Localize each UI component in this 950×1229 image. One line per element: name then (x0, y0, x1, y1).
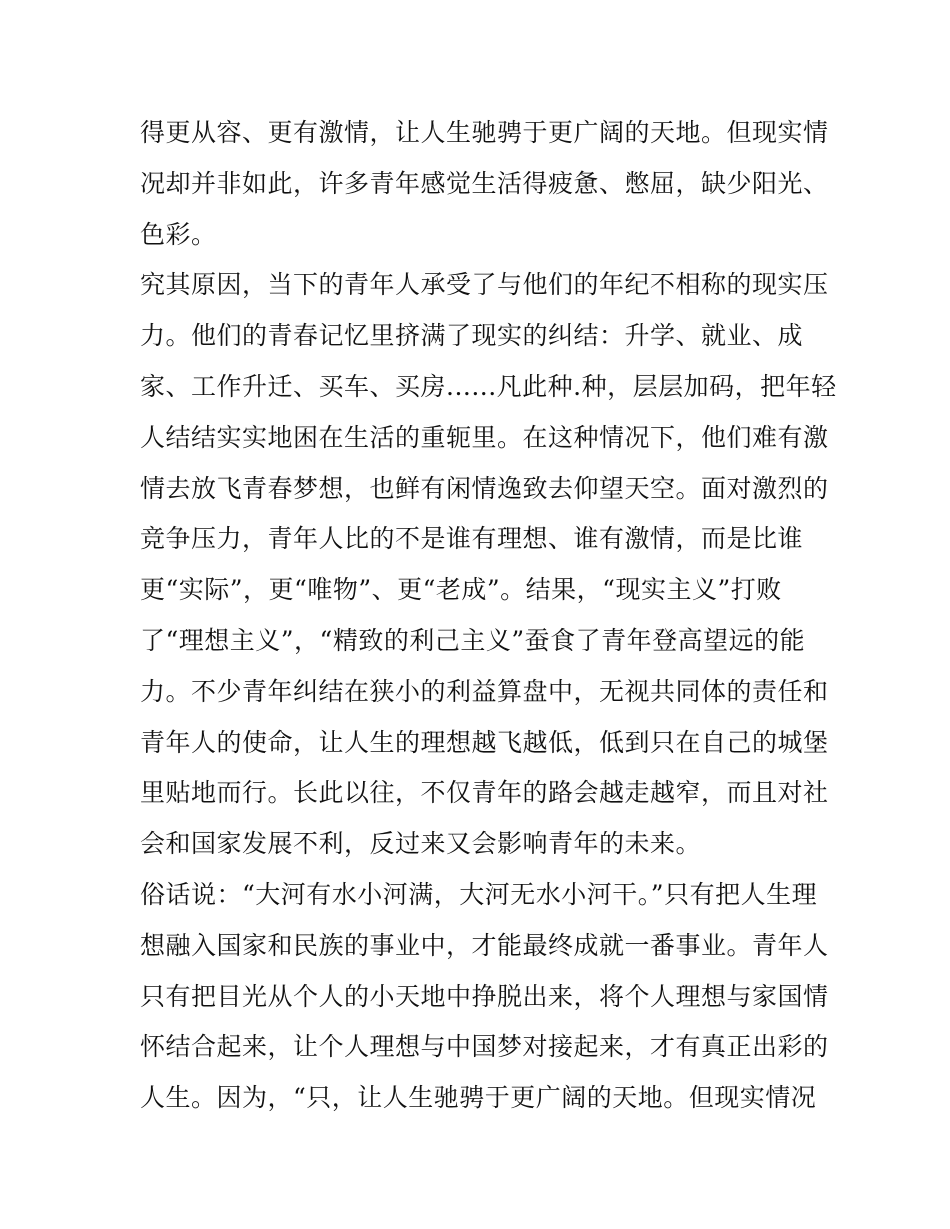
text-line: 怀结合起来，让个人理想与中国梦对接起来，才有真正出彩的 (140, 1032, 829, 1062)
document-body (140, 108, 840, 1124)
text-line: 情去放飞青春梦想，也鲜有闲情逸致去仰望天空。面对激烈的 (140, 473, 829, 503)
text-line: 力。不少青年纠结在狭小的利益算盘中，无视共同体的责任和 (140, 676, 829, 706)
text-line: 只有把目光从个人的小天地中挣脱出来，将个人理想与家国情 (140, 981, 829, 1011)
text-line: 力。他们的青春记忆里挤满了现实的纠结：升学、就业、成 (140, 321, 804, 351)
text-line: 了“理想主义”，“精致的利己主义”蚕食了青年登高望远的能 (140, 625, 806, 655)
text-line: 色彩。 (140, 219, 217, 249)
text-line: 想融入国家和民族的事业中，才能最终成就一番事业。青年人 (140, 930, 829, 960)
text-line: 里贴地而行。长此以往，不仅青年的路会越走越窄，而且对社 (140, 778, 829, 808)
text-line: 况却并非如此，许多青年感觉生活得疲惫、憋屈，缺少阳光、 (140, 168, 829, 198)
text-line: 更“实际”，更“唯物”、更“老成”。结果，“现实主义”打败 (140, 575, 782, 605)
text-line: 竞争压力，青年人比的不是谁有理想、谁有激情，而是比谁 (140, 524, 804, 554)
text-line: 人生。因为，“只，让人生驰骋于更广阔的天地。但现实情况 (140, 1083, 817, 1113)
text-line: 人结结实实地困在生活的重轭里。在这种情况下，他们难有激 (140, 422, 829, 452)
text-line: 得更从容、更有激情，让人生驰骋于更广阔的天地。但现实情 (140, 118, 829, 147)
text-line: 青年人的使命，让人生的理想越飞越低，低到只在自己的城堡 (140, 727, 829, 757)
text-line: 家、工作升迁、买车、买房......凡此种.种，层层加码，把年轻 (140, 371, 837, 401)
text-line: 俗话说：“大河有水小河满，大河无水小河干。”只有把人生理 (140, 879, 818, 909)
text-line: 究其原因，当下的青年人承受了与他们的年纪不相称的现实压 (140, 270, 829, 300)
text-line: 会和国家发展不利，反过来又会影响青年的未来。 (140, 829, 702, 859)
